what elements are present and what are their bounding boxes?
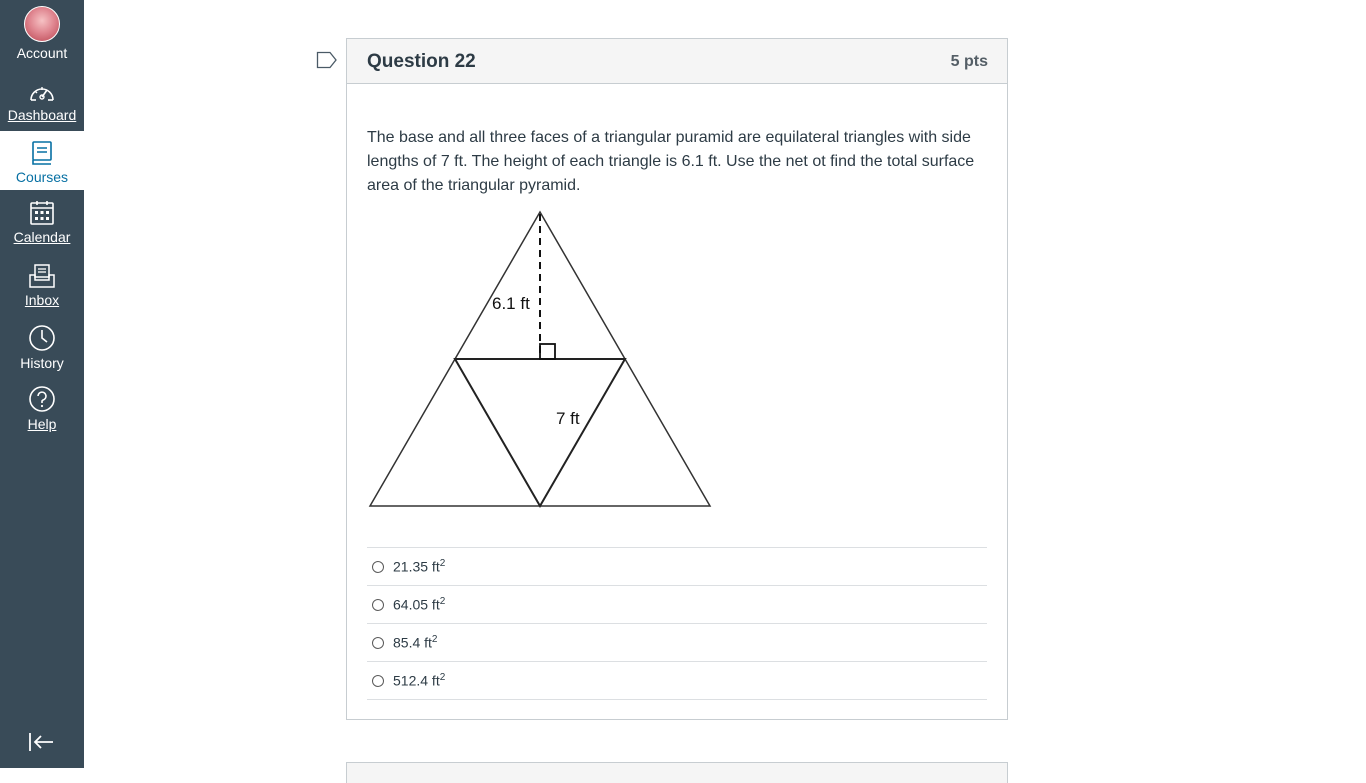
collapse-arrow-icon[interactable]	[27, 731, 55, 753]
inbox-icon	[28, 263, 56, 289]
courses-book-icon	[31, 140, 53, 166]
next-question-card	[346, 762, 1008, 783]
question-card	[346, 38, 1008, 720]
nav-calendar-label: Calendar	[13, 229, 71, 245]
answer-label: 512.4 $ft^2$	[393, 672, 446, 689]
global-nav	[0, 0, 84, 768]
nav-inbox[interactable]	[0, 263, 84, 308]
nav-calendar[interactable]	[0, 200, 84, 245]
nav-account[interactable]	[0, 6, 84, 61]
nav-history-label: History	[20, 355, 64, 371]
avatar	[24, 6, 60, 42]
answer-option[interactable]	[367, 548, 987, 586]
answer-label: 64.05 $ft^2$	[393, 596, 446, 613]
pyramid-net-figure	[367, 209, 727, 519]
nav-courses-label: Courses	[15, 169, 69, 185]
answer-radio[interactable]	[372, 637, 384, 649]
help-question-icon	[28, 385, 56, 413]
question-points: 5 pts	[950, 53, 988, 70]
dashboard-gauge-icon	[28, 82, 56, 104]
nav-help-label: Help	[27, 416, 57, 432]
side-label: 7 ft	[556, 409, 580, 428]
answer-radio[interactable]	[372, 675, 384, 687]
nav-help[interactable]	[0, 385, 84, 432]
flag-question-icon[interactable]	[316, 51, 338, 69]
clock-icon	[28, 324, 56, 352]
answer-option[interactable]	[367, 662, 987, 700]
answer-label: 21.35 $ft^2$	[393, 558, 446, 575]
right-angle-mark	[540, 344, 555, 359]
question-title: Question 22	[367, 51, 476, 72]
answer-radio[interactable]	[372, 599, 384, 611]
nav-courses[interactable]	[0, 131, 84, 190]
answer-option[interactable]	[367, 624, 987, 662]
nav-dashboard[interactable]	[0, 82, 84, 123]
calendar-icon	[29, 200, 55, 226]
answer-label: 85.4 $ft^2$	[393, 634, 438, 651]
answer-radio[interactable]	[372, 561, 384, 573]
answer-option[interactable]	[367, 586, 987, 624]
height-label: 6.1 ft	[492, 294, 530, 313]
nav-account-label: Account	[16, 45, 68, 61]
nav-history[interactable]	[0, 324, 84, 371]
nav-dashboard-label: Dashboard	[7, 107, 77, 123]
question-header	[347, 39, 1007, 84]
inner-triangle	[455, 359, 625, 506]
answer-list	[367, 547, 987, 700]
question-text: The base and all three faces of a triangular puramid are equilateral triangles with side lengths of 7 ft. The height of each triangle is 6.1 ft. Use the net ot find the total surface area of the triangular pyramid.	[367, 129, 975, 194]
nav-inbox-label: Inbox	[24, 292, 60, 308]
